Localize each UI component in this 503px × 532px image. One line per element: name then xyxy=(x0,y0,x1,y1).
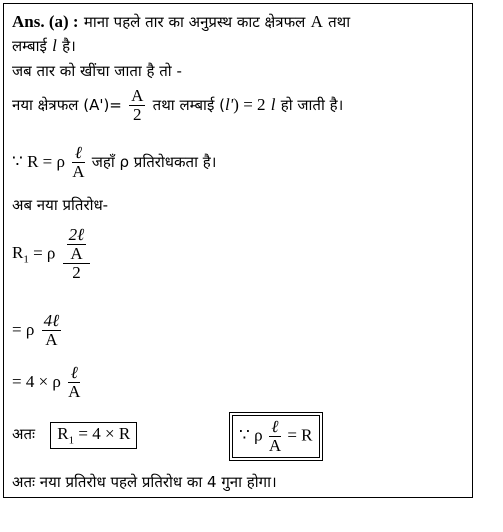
equals-rho: = ρ xyxy=(12,319,35,339)
equation-1 xyxy=(12,226,92,282)
equals-rho: = ρ xyxy=(28,243,56,263)
equals-2: ) = 2 xyxy=(233,94,266,114)
resistivity-note: जहाँ ρ प्रतिरोधकता है। xyxy=(91,152,217,171)
fraction-numerator: 4ℓ xyxy=(43,311,60,330)
inner-fraction xyxy=(67,226,87,263)
double-box xyxy=(229,412,323,461)
fraction-denominator: A xyxy=(268,435,282,455)
inner-denominator: A xyxy=(70,243,83,263)
line-5 xyxy=(12,144,216,181)
answer-box xyxy=(3,3,473,498)
fraction-numerator: A xyxy=(131,86,144,105)
R1-symbol: $R_1$ xyxy=(12,243,29,266)
word-hai: है। xyxy=(62,37,76,55)
fraction-4l-over-A xyxy=(42,312,62,349)
fraction-denominator: A xyxy=(45,329,58,349)
fraction-l-over-A xyxy=(269,418,281,455)
fraction-l-over-A xyxy=(72,144,84,181)
boxed-relation xyxy=(229,412,323,461)
fraction-denominator: A xyxy=(72,161,85,181)
final-text: अतः नया प्रतिरोध पहले प्रतिरोध का 4 गुना होगा। xyxy=(12,473,277,491)
new-resistance-label: अब नया प्रतिरोध- xyxy=(12,196,109,214)
word-lambai: लम्बाई xyxy=(12,37,47,55)
equation-2 xyxy=(12,312,63,349)
fraction-numerator: ℓ xyxy=(72,144,84,163)
new-area-label: नया क्षेत्रफल (A')= xyxy=(12,95,122,114)
fraction-numerator: ℓ xyxy=(269,418,281,437)
line-3 xyxy=(12,63,182,80)
line-1-text: माना पहले तार का अनुप्रस्थ काट क्षेत्रफल xyxy=(83,13,306,31)
equation-3 xyxy=(12,364,82,401)
fraction-denominator: 2 xyxy=(133,104,142,124)
ho-jaati-hai: हो जाती है। xyxy=(280,95,344,114)
tatha-lambai: तथा लम्बाई ( xyxy=(152,95,225,114)
conclusion-line xyxy=(12,422,137,449)
equals-4-rho: = 4 × ρ xyxy=(12,371,61,391)
symbol-A: A xyxy=(310,12,323,31)
compound-numerator xyxy=(63,226,91,264)
compound-denominator: 2 xyxy=(72,262,81,282)
relation-content: ∵ ρ $\frac{\text{ℓ}}{A}$ = R xyxy=(232,415,320,458)
compound-fraction xyxy=(63,226,91,282)
final-statement xyxy=(12,474,277,491)
answer-label: Ans. (a) : xyxy=(12,12,79,31)
line-1 xyxy=(12,13,350,31)
ataha-label: अतः xyxy=(12,425,36,443)
symbol-l: l xyxy=(52,36,57,55)
line-6 xyxy=(12,197,108,214)
fraction-denominator: A xyxy=(68,381,81,401)
fraction-numerator: ℓ xyxy=(68,364,80,383)
because-R-rho: ∵ R = ρ xyxy=(12,151,65,171)
line-4 xyxy=(12,87,343,124)
symbol-l-prime: l' xyxy=(224,94,234,114)
line-2 xyxy=(12,37,76,55)
boxed-R1-result: $R_1 = 4 \times R$ xyxy=(50,422,137,449)
fraction-A-over-2 xyxy=(129,87,145,124)
fraction-l-over-A xyxy=(68,364,80,401)
inner-numerator: 2ℓ xyxy=(68,225,85,244)
symbol-l: l xyxy=(270,94,276,114)
word-tatha: तथा xyxy=(328,13,351,31)
line-3-text: जब तार को खींचा जाता है तो - xyxy=(12,62,182,80)
